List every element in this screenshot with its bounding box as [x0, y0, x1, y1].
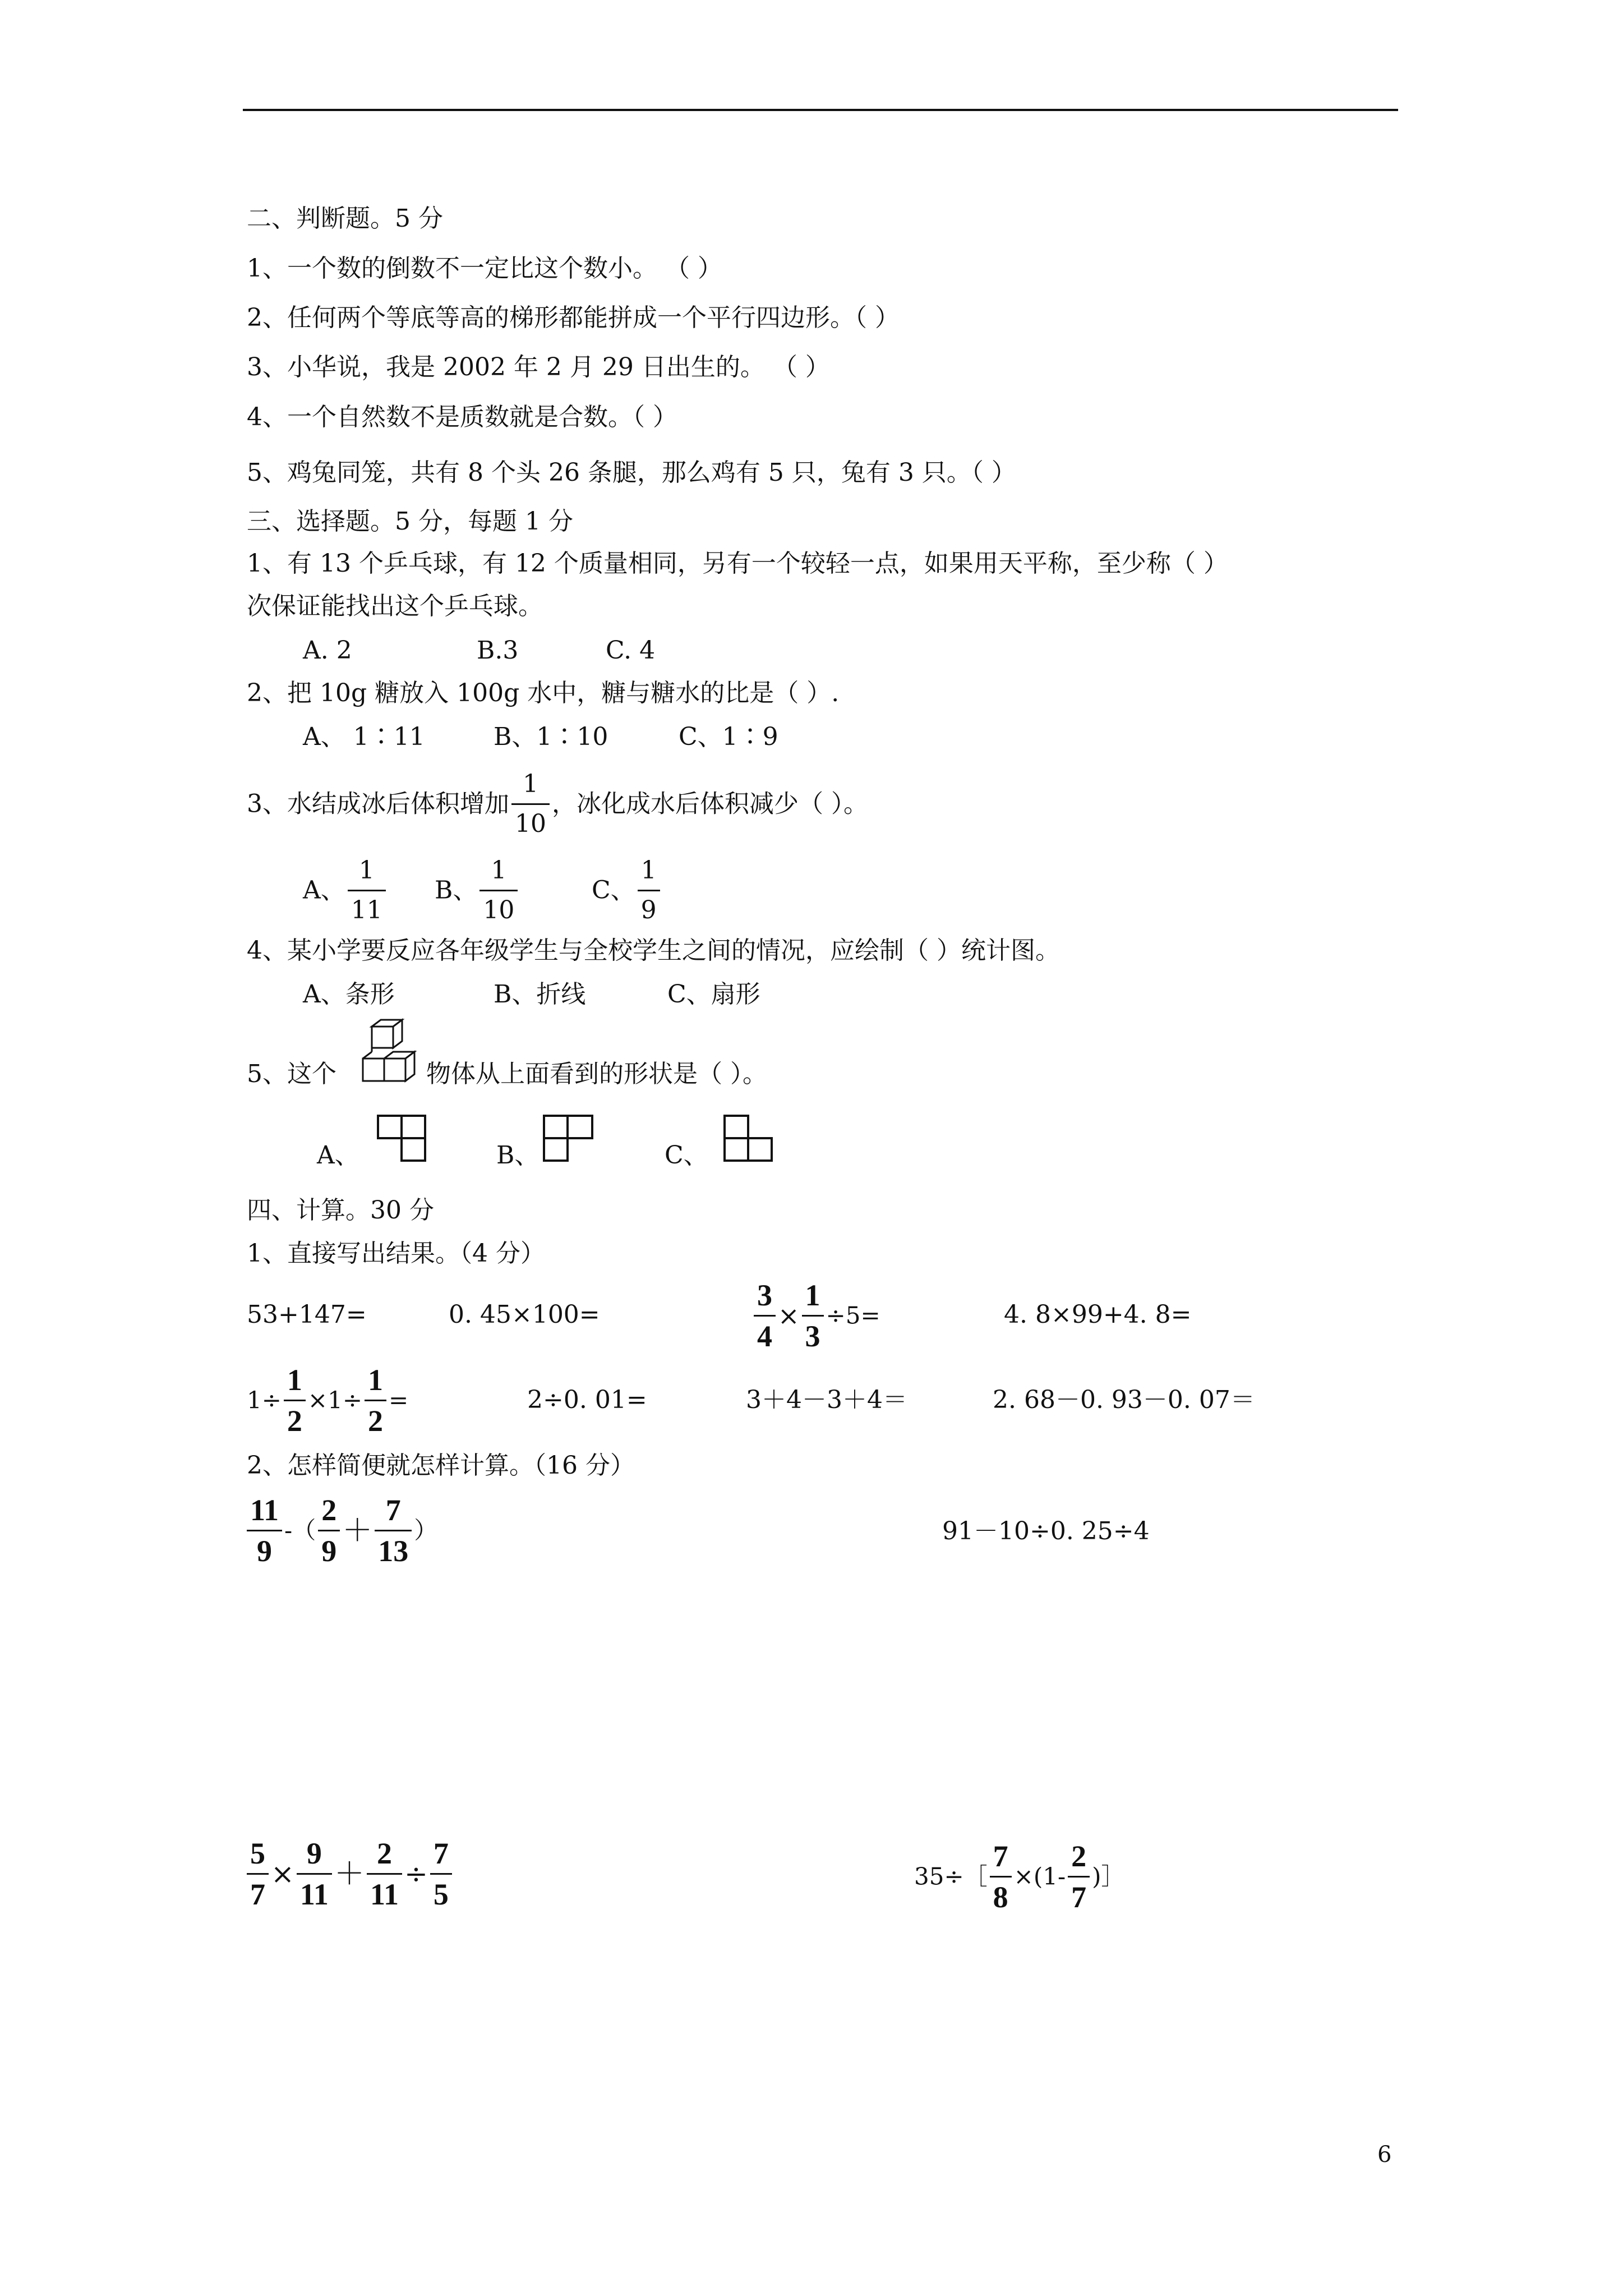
mc-question-4: 4、某小学要反应各年级学生与全校学生之间的情况，应绘制（ ）统计图。 [247, 936, 1060, 965]
mc-q3-text-pre: 3、水结成冰后体积增加 [247, 789, 509, 818]
fraction-numerator: 1 [511, 765, 550, 805]
tf-question-2: 2、任何两个等底等高的梯形都能拼成一个平行四边形。（ ） [247, 303, 900, 332]
fraction [1068, 1837, 1090, 1917]
calc-expr-5 [247, 1355, 408, 1445]
option-fraction [348, 852, 386, 930]
tf-question-4: 4、一个自然数不是质数就是合数。（ ） [247, 403, 677, 431]
mc-q1-option-c: C. 4 [606, 636, 656, 665]
mc-q1-option-b: B.3 [477, 636, 519, 665]
fraction [365, 1360, 386, 1441]
mc-q5-option-c-label: C、 [665, 1141, 708, 1170]
option-label: C、 [592, 876, 635, 905]
mc-question-3 [247, 761, 868, 845]
fraction [990, 1837, 1012, 1917]
operator: × [778, 1300, 800, 1331]
expression-tail: = [389, 1386, 409, 1414]
fraction [802, 1276, 824, 1356]
option-label: A、 [303, 876, 345, 905]
fraction-denominator: 9 [257, 1534, 273, 1568]
tf-question-3: 3、小华说，我是 2002 年 2 月 29 日出生的。 （ ） [247, 353, 830, 381]
mc-q5-option-a-label: A、 [317, 1141, 359, 1170]
top-view-shape-b [543, 1115, 594, 1162]
calc-expr-7: 3＋4－3＋4＝ [746, 1386, 907, 1414]
fraction-denominator: 2 [368, 1404, 384, 1438]
mc-q4-option-c: C、扇形 [667, 980, 760, 1009]
operator: ＋ [342, 1512, 373, 1548]
fraction-denominator: 8 [993, 1880, 1008, 1914]
fraction [367, 1834, 402, 1914]
calc-part-1-title: 1、直接写出结果。（4 分） [247, 1239, 545, 1268]
fraction [247, 1490, 282, 1571]
calc-problem-2: 91－10÷0. 25÷4 [942, 1517, 1150, 1545]
calc-part-2-title: 2、怎样简便就怎样计算。（16 分） [247, 1451, 635, 1480]
mc-q3-option-b [435, 847, 520, 931]
fraction-denominator: 11 [351, 896, 382, 924]
mc-q2-option-b: B、1∶10 [494, 723, 608, 751]
fraction-denominator: 7 [250, 1878, 265, 1911]
fraction-numerator: 2 [318, 1490, 340, 1531]
calc-problem-3 [247, 1829, 454, 1918]
mc-question-2: 2、把 10g 糖放入 100g 水中，糖与糖水的比是（ ）. [247, 679, 840, 707]
mc-q3-fraction [511, 765, 550, 843]
fraction-numerator: 1 [479, 852, 518, 891]
calc-problem-4 [914, 1832, 1125, 1921]
fraction-numerator: 1 [638, 852, 660, 891]
fraction-numerator: 2 [367, 1834, 402, 1875]
calc-problem-1 [247, 1485, 437, 1575]
mc-q3-option-c [592, 847, 662, 931]
fraction-denominator: 9 [321, 1534, 337, 1568]
expression-head: 1÷ [247, 1386, 282, 1414]
mc-question-1-line-2: 次保证能找出这个乒乓球。 [247, 592, 543, 620]
section-title-true-false: 二、判断题。5 分 [247, 204, 443, 233]
fraction-denominator: 13 [378, 1534, 409, 1568]
fraction [247, 1834, 269, 1914]
fraction [297, 1834, 332, 1914]
header-rule [243, 109, 1398, 111]
operator: -（ [284, 1516, 316, 1544]
mc-question-1-line-1: 1、有 13 个乒乓球，有 12 个质量相同，另有一个较轻一点，如果用天平称，至少称（ ） [247, 549, 1228, 578]
operator: ） [414, 1516, 438, 1544]
fraction [284, 1360, 306, 1441]
calc-expr-6: 2÷0. 01= [527, 1386, 647, 1414]
tf-question-1: 1、一个数的倒数不一定比这个数小。 （ ） [247, 254, 722, 283]
fraction-numerator: 7 [990, 1837, 1012, 1878]
fraction-numerator: 1 [284, 1360, 306, 1401]
mc-q2-option-c: C、1∶9 [679, 723, 778, 751]
operator: )］ [1092, 1862, 1125, 1890]
expression-tail: ÷5= [826, 1301, 880, 1329]
expression-head: 35÷［ [914, 1862, 988, 1890]
fraction-numerator: 5 [247, 1834, 269, 1875]
calc-expr-2: 0. 45×100= [449, 1300, 600, 1329]
fraction-numerator: 11 [247, 1490, 282, 1531]
mc-q5-text-pre: 5、这个 [247, 1060, 336, 1088]
fraction-numerator: 7 [375, 1490, 412, 1531]
fraction-denominator: 9 [640, 896, 657, 924]
fraction [754, 1276, 776, 1356]
top-view-shape-a [377, 1115, 427, 1162]
fraction-denominator: 4 [757, 1319, 772, 1353]
fraction-denominator: 7 [1071, 1880, 1087, 1914]
tf-question-5: 5、鸡兔同笼，共有 8 个头 26 条腿，那么鸡有 5 只，兔有 3 只。（ ） [247, 458, 1016, 487]
calc-expr-8: 2. 68－0. 93－0. 07＝ [993, 1386, 1255, 1414]
calc-expr-3 [751, 1271, 880, 1360]
option-fraction [479, 852, 518, 930]
mc-q3-text-post: ，冰化成水后体积减少（ ）。 [552, 789, 868, 818]
fraction-numerator: 1 [802, 1276, 824, 1317]
operator: × [271, 1857, 294, 1890]
mc-q1-option-a: A. 2 [303, 636, 352, 665]
fraction-denominator: 11 [299, 1878, 329, 1911]
fraction-denominator: 2 [287, 1404, 302, 1438]
fraction-numerator: 3 [754, 1276, 776, 1317]
operator: ×(1- [1013, 1862, 1066, 1890]
fraction [375, 1490, 412, 1571]
fraction-denominator: 10 [483, 896, 515, 924]
calc-expr-4: 4. 8×99+4. 8= [1004, 1300, 1192, 1329]
page-number: 6 [1377, 2142, 1392, 2168]
fraction-denominator: 11 [370, 1878, 399, 1911]
fraction-numerator: 7 [430, 1834, 452, 1875]
mc-q3-option-a [303, 847, 388, 931]
fraction-denominator: 10 [515, 809, 546, 838]
section-title-multiple-choice: 三、选择题。5 分，每题 1 分 [247, 507, 573, 536]
fraction-denominator: 3 [805, 1319, 820, 1353]
section-title-calculation: 四、计算。30 分 [247, 1196, 434, 1225]
operator: ÷ [404, 1857, 428, 1890]
mc-q4-option-b: B、折线 [494, 980, 586, 1009]
top-view-shape-c [723, 1115, 774, 1162]
fraction-denominator: 5 [433, 1878, 449, 1911]
calc-expr-1: 53+147= [247, 1300, 367, 1329]
cube-stack-figure [362, 1018, 415, 1088]
mc-q5-text-post: 物体从上面看到的形状是（ ）。 [426, 1060, 767, 1088]
operator: ＋ [334, 1856, 365, 1892]
mc-q5-option-b-label: B、 [496, 1141, 540, 1170]
mc-q4-option-a: A、条形 [303, 980, 395, 1009]
fraction-numerator: 2 [1068, 1837, 1090, 1878]
fraction-numerator: 9 [297, 1834, 332, 1875]
fraction-numerator: 1 [365, 1360, 386, 1401]
option-fraction [638, 852, 660, 930]
fraction-numerator: 1 [348, 852, 386, 891]
fraction [318, 1490, 340, 1571]
fraction [430, 1834, 452, 1914]
mc-q2-option-a: A、 1∶11 [303, 723, 425, 751]
operator: ×1÷ [307, 1386, 363, 1414]
option-label: B、 [435, 876, 478, 905]
